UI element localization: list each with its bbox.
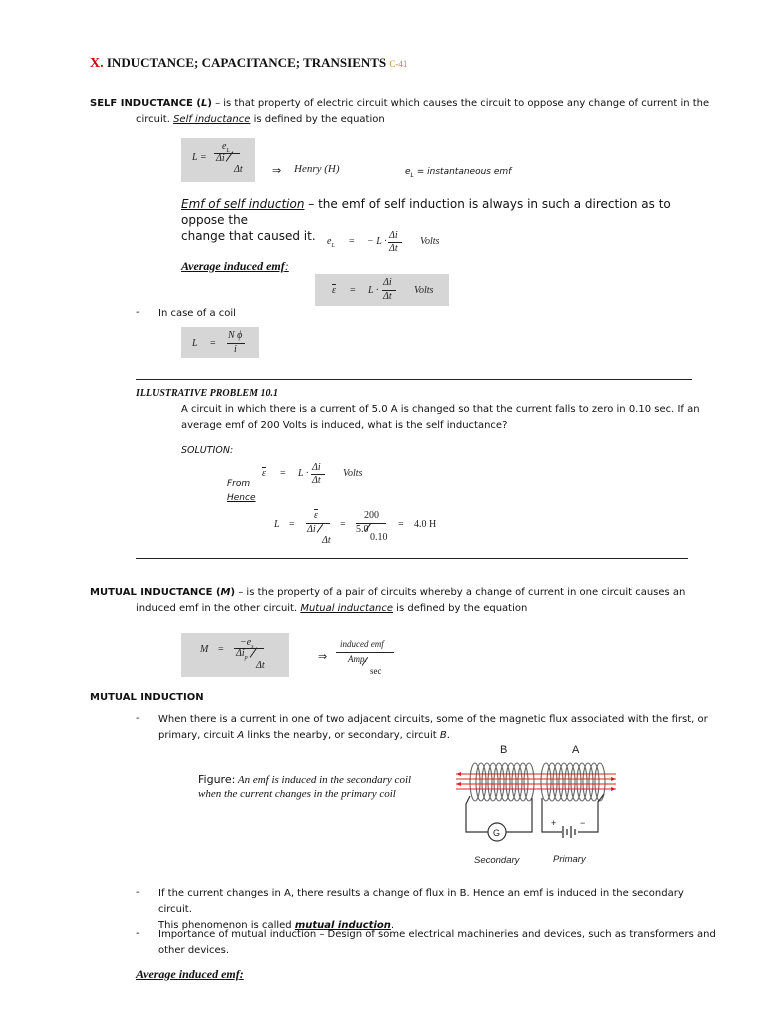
- bullet-3-text: Importance of mutual induction – Design of some electrical machineries and devices, such as transformers and other devices.: [158, 929, 716, 956]
- mutual-induction-heading: MUTUAL INDUCTION: [90, 692, 204, 703]
- henry-unit: Henry (H): [294, 163, 340, 175]
- average-induced-emf-heading: Average induced emf:: [181, 259, 289, 273]
- battery-icon: [563, 826, 575, 838]
- battery-plus: +: [551, 818, 557, 828]
- mutual-inductance-equation: M = $-e_s$ $\Delta i_p$ Δt: [200, 637, 265, 671]
- emf-self-induction-text: Emf of self induction – the emf of self induction is always in such a direction as to oppose the change that caused it.: [181, 197, 671, 243]
- mutual-unit: induced emf Amp. sec: [336, 638, 400, 680]
- figure-label-a: A: [572, 744, 580, 756]
- from-label: From: [227, 479, 251, 489]
- divider-2: [136, 558, 688, 559]
- self-inductance-definition: SELF INDUCTANCE (L) – is that property of electric circuit which causes the circuit to oppose any change of current in the circuit. Self inductance is defined by the equation: [90, 98, 710, 125]
- figure-label-b: B: [500, 744, 508, 756]
- problem-text: A circuit in which there is a current of 5.0 A is changed so that the current falls to zero in 0.10 sec. If an average emf of 200 Volts is induced, what is the self inductance?: [181, 404, 700, 431]
- bullet-1-dash: -: [136, 713, 140, 724]
- coil-equation: L = N ϕ i: [192, 329, 252, 357]
- problem-eq1: $\overline{\varepsilon}$ = L · Δi Δt Volts: [262, 462, 363, 486]
- hence-label: Hence: [227, 493, 256, 503]
- primary-coil: [541, 763, 605, 801]
- average-emf-equation: $\overline{\varepsilon}$ = L · Δi Δt Volts: [332, 277, 434, 302]
- battery-minus: −: [580, 818, 586, 828]
- mutual-unit-arrow: ⇒: [318, 651, 328, 663]
- bullet-3-dash: -: [136, 928, 140, 939]
- figure-label-secondary: Secondary: [474, 855, 520, 866]
- figure-caption: Figure: An emf is induced in the secondary coil when the current changes in the primary coil: [198, 773, 412, 800]
- problem-title: ILLUSTRATIVE PROBLEM 10.1: [136, 388, 278, 399]
- problem-eq2: L = $\overline{\varepsilon}$ Δi Δt = 200 5.0 0.10 = 4.0 H: [274, 510, 437, 546]
- header-code: C-41: [389, 59, 408, 69]
- bullet-2-text: If the current changes in A, there results a change of flux in B. Hence an emf is induced in the secondary circuit. This phenomenon is called mutual induction.: [158, 888, 684, 931]
- coil-bullet: -: [136, 307, 140, 318]
- mutual-average-induced-emf-heading: Average induced emf:: [136, 967, 244, 981]
- bullet-2-dash: -: [136, 887, 140, 898]
- header-roman: X.: [90, 56, 104, 71]
- figure-label-primary: Primary: [553, 854, 586, 865]
- emf-self-induction-equation: $e_L$ = − L · Δi Δt Volts: [327, 230, 440, 254]
- henry-arrow: ⇒: [272, 165, 282, 177]
- coil-text: In case of a coil: [158, 308, 236, 319]
- galvanometer-label: G: [493, 828, 501, 838]
- secondary-coil: [470, 763, 534, 801]
- bullet-1-text: When there is a current in one of two adjacent circuits, some of the magnetic flux associated with the first, or primary, circuit A links the nearby, or secondary, circuit B.: [158, 714, 708, 741]
- instantaneous-emf-note: $e_L$ = instantaneous emf: [405, 167, 512, 179]
- page-header: [90, 55, 407, 72]
- solution-label: SOLUTION:: [181, 445, 234, 456]
- mutual-induction-figure: [450, 740, 630, 870]
- header-title: INDUCTANCE; CAPACITANCE; TRANSIENTS: [106, 55, 387, 70]
- mutual-inductance-definition: MUTUAL INDUCTANCE (M) – is the property of a pair of circuits whereby a change of current in one circuit causes an induced emf in the other circuit. Mutual inductance is defined by the equation: [90, 587, 686, 614]
- divider-1: [136, 379, 692, 380]
